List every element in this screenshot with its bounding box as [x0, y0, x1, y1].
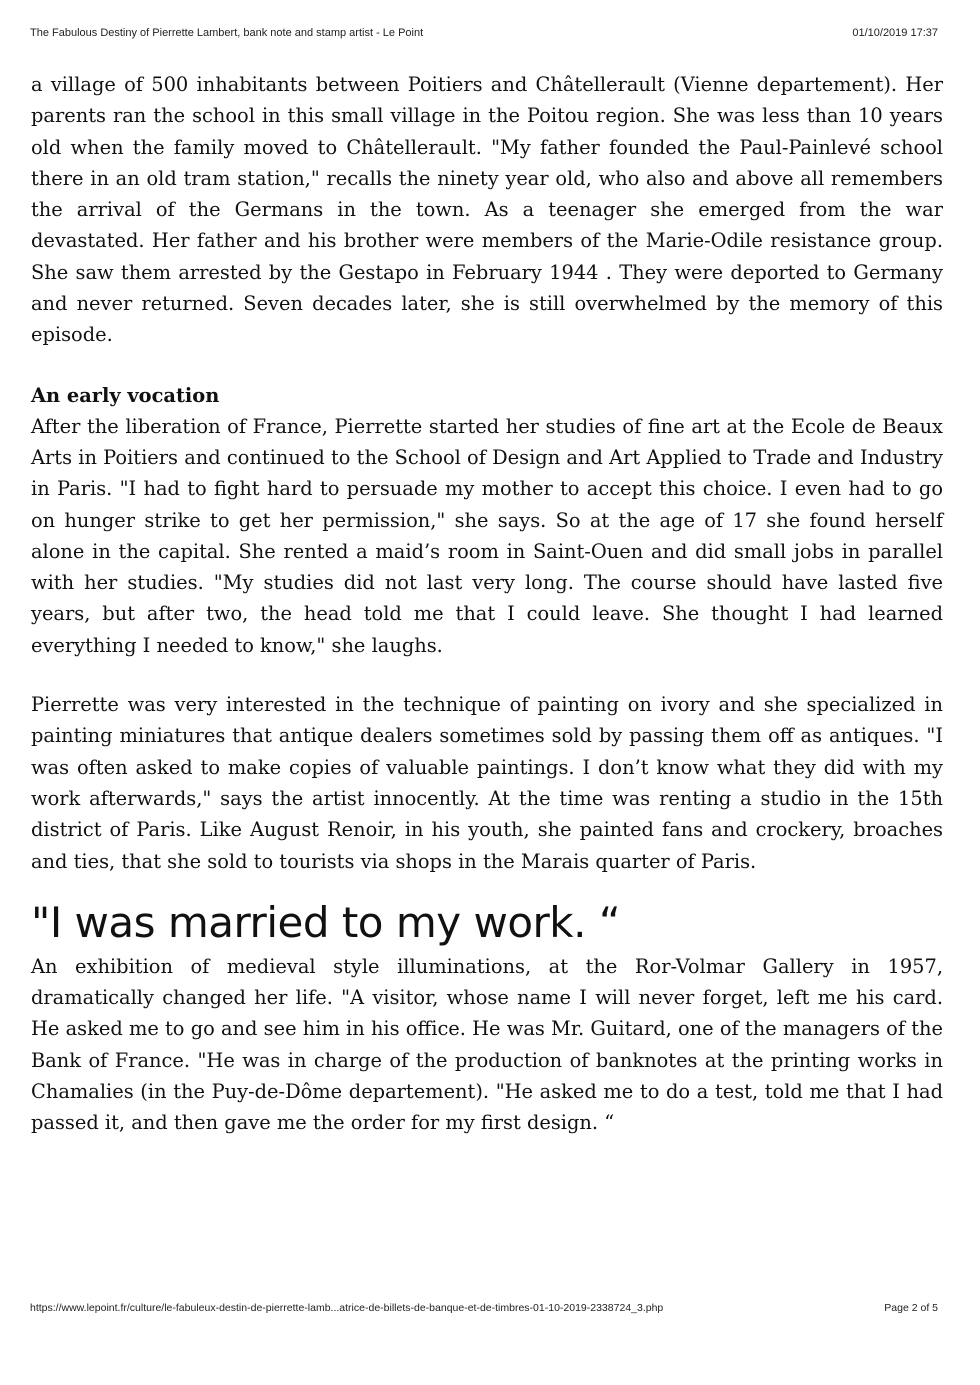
print-datetime: 01/10/2019 17:37 — [852, 27, 938, 39]
section-heading: An early vocation — [31, 383, 220, 407]
pull-quote-heading: "I was married to my work. “ — [31, 897, 621, 947]
article-body — [31, 69, 943, 1139]
page-url: https://www.lepoint.fr/culture/le-fabuleux-destin-de-pierrette-lamb...atrice-de-billets-de-banque-et-de-timbres-01-10-2019-2338724_3.php — [30, 1302, 664, 1314]
article-paragraph-3: Pierrette was very interested in the technique of painting on ivory and she specialized in painting miniatures that antique dealers sometimes sold by passing them off as antiques. "I was often asked to make copies of valuable paintings. I don’t know what they did with my work afterwards," says the artist innocently. At the time was renting a studio in the 15th district of Paris. Like August Renoir, in his youth, she painted fans and crockery, broaches and ties, that she sold to tourists via shops in the Marais quarter of Paris. — [31, 693, 943, 873]
page-number: Page 2 of 5 — [884, 1302, 938, 1314]
print-footer — [30, 1302, 938, 1318]
print-header — [30, 27, 938, 43]
article-paragraph-2: After the liberation of France, Pierrette started her studies of fine art at the Ecole de Beaux Arts in Poitiers and continued to the School of Design and Art Applied to Trade and Industry in Paris. "I had to fight hard to persuade my mother to accept this choice. I even had to go on hunger strike to get her permission," she says. So at the age of 17 she found herself alone in the capital. She rented a maid’s room in Saint-Ouen and did small jobs in parallel with her studies. "My studies did not last very long. The course should have lasted five years, but after two, the head told me that I could leave. She thought I had learned everything I needed to know," she laughs. — [31, 414, 943, 657]
article-paragraph-4: An exhibition of medieval style illuminations, at the Ror-Volmar Gallery in 1957, dramatically changed her life. "A visitor, whose name I will never forget, left me his card. He asked me to go and see him in his office. He was Mr. Guitard, one of the managers of the Bank of France. "He was in charge of the production of banknotes at the printing works in Chamalies (in the Puy-de-Dôme departement). "He asked me to do a test, told me that I had passed it, and then gave me the order for my first design. “ — [31, 954, 943, 1135]
document-title: The Fabulous Destiny of Pierrette Lambert, bank note and stamp artist - Le Point — [30, 27, 424, 39]
article-paragraph-1: a village of 500 inhabitants between Poitiers and Châtellerault (Vienne departement). Her parents ran the school in this small village in the Poitou region. She was less than 10 years old when the family moved to Châtellerault. "My father founded the Paul-Painlevé school there in an old tram station," recalls the ninety year old, who also and above all remembers the arrival of the Germans in the town. As a teenager she emerged from the war devastated. Her father and his brother were members of the Marie-Odile resistance group. She saw them arrested by the Gestapo in February 1944 . They were deported to Germany and never returned. Seven decades later, she is still overwhelmed by the memory of this episode. — [31, 73, 943, 347]
